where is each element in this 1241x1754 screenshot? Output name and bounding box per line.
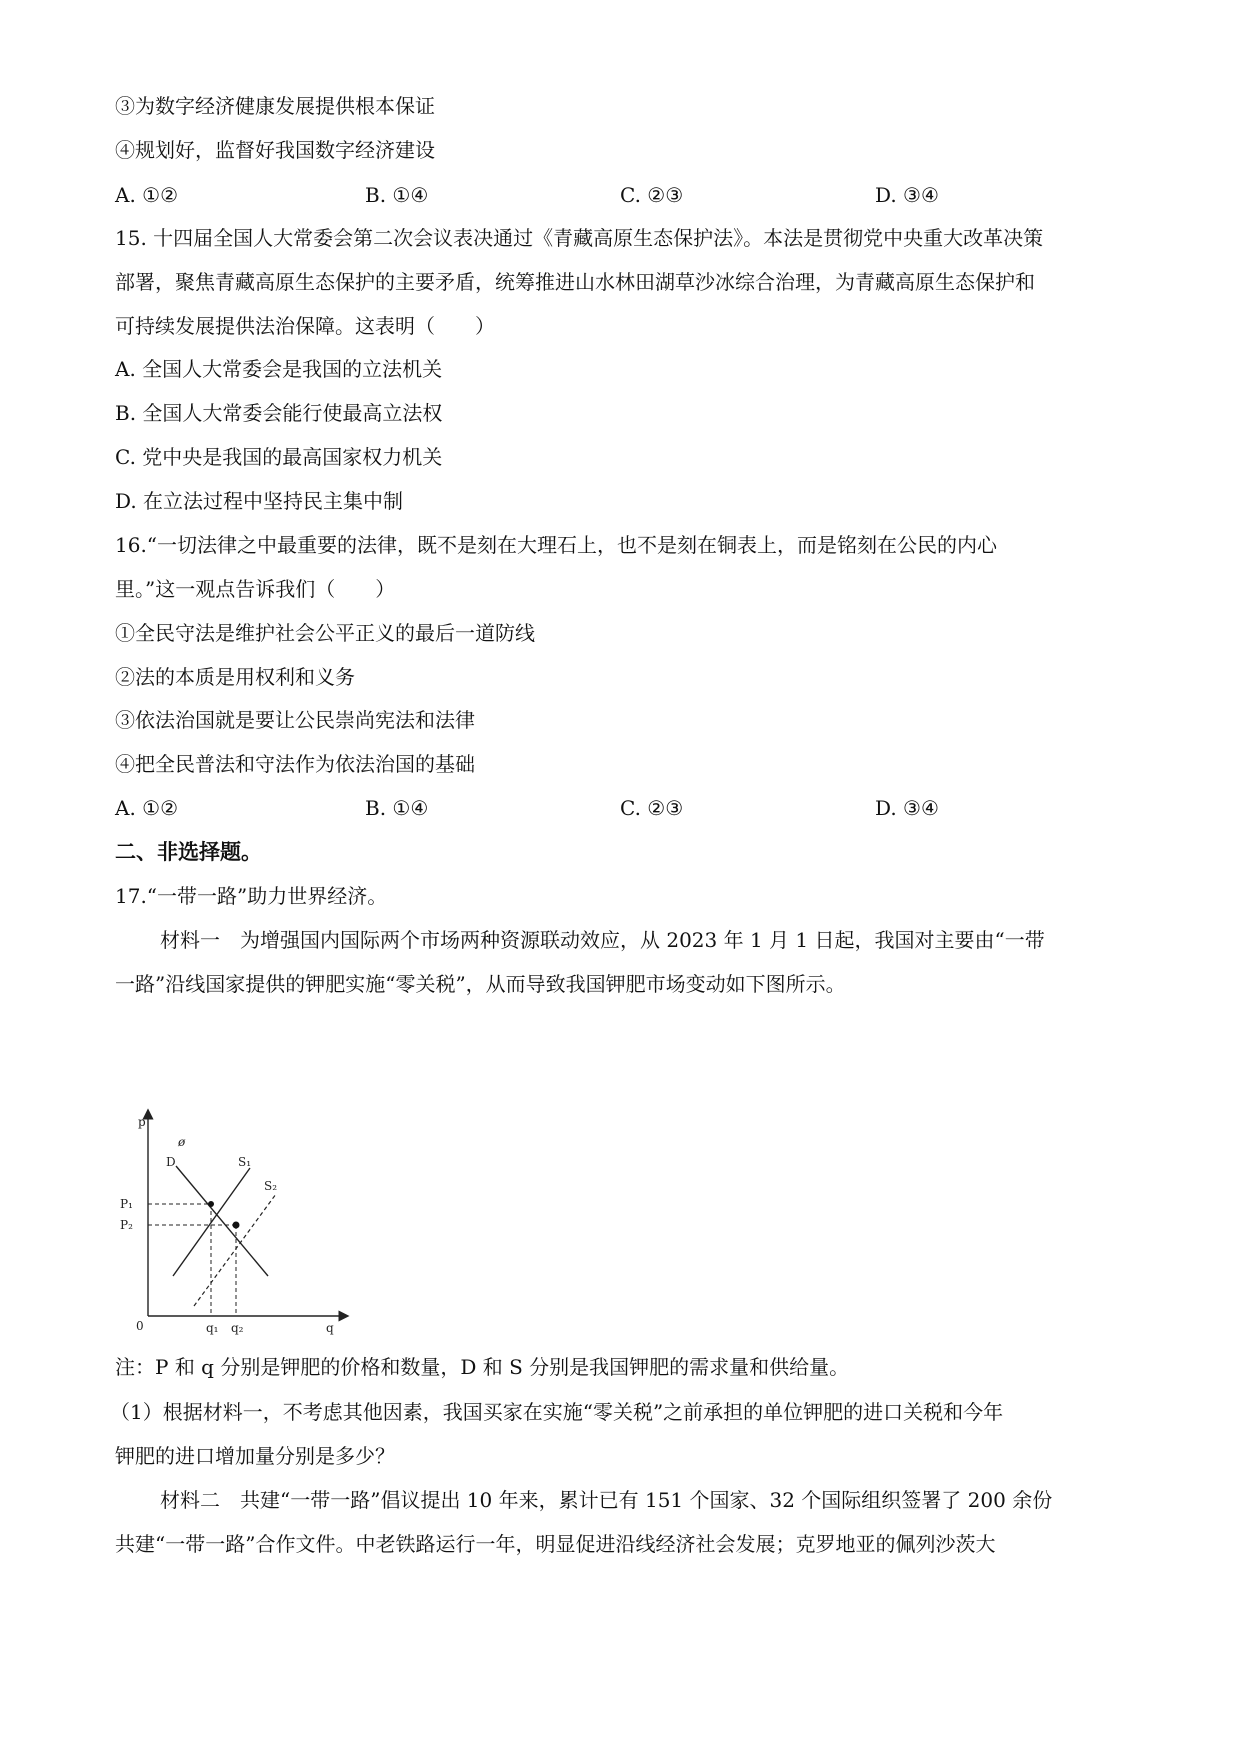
p1-label: P₁ bbox=[120, 1197, 133, 1211]
demand-mark: ø bbox=[178, 1135, 186, 1149]
q16-statement-2: ②法的本质是用权利和义务 bbox=[115, 665, 355, 689]
q16-statement-1: ①全民守法是维护社会公平正义的最后一道防线 bbox=[115, 621, 535, 645]
supply-label-s2: S₂ bbox=[264, 1179, 278, 1193]
q17-title: 17.“一带一路”助力世界经济。 bbox=[115, 884, 388, 908]
q16-choice-a[interactable]: A. ①② bbox=[115, 796, 179, 820]
q16-choice-d[interactable]: D. ③④ bbox=[875, 796, 939, 820]
q15-choice-b[interactable]: B. 全国人大常委会能行使最高立法权 bbox=[115, 401, 443, 425]
equilibrium-1 bbox=[208, 1201, 214, 1207]
q16-choice-b[interactable]: B. ①④ bbox=[365, 796, 429, 820]
q14-choice-b[interactable]: B. ①④ bbox=[365, 183, 429, 207]
material-2-line-1: 材料二 共建“一带一路”倡议提出 10 年来，累计已有 151 个国家、32 个国际组织签署了 200 余份 bbox=[160, 1488, 1053, 1512]
q16-stem-line-2: 里。”这一观点告诉我们（ ） bbox=[115, 577, 396, 601]
material-1-line-1: 材料一 为增强国内国际两个市场两种资源联动效应，从 2023 年 1 月 1 日起，我国对主要由“一带 bbox=[160, 928, 1045, 952]
equilibrium-2 bbox=[233, 1222, 240, 1229]
q2-label: q₂ bbox=[231, 1321, 244, 1335]
sub-question-1-line-1: （1）根据材料一，不考虑其他因素，我国买家在实施“零关税”之前承担的单位钾肥的进口关税和今年 bbox=[110, 1400, 1004, 1424]
q16-statement-3: ③依法治国就是要让公民崇尚宪法和法律 bbox=[115, 708, 475, 732]
q15-choice-a[interactable]: A. 全国人大常委会是我国的立法机关 bbox=[115, 357, 443, 381]
q16-choice-c[interactable]: C. ②③ bbox=[620, 796, 684, 820]
q15-stem-line-3: 可持续发展提供法治保障。这表明（ ） bbox=[115, 314, 495, 338]
q14-choice-d[interactable]: D. ③④ bbox=[875, 183, 939, 207]
demand-curve bbox=[176, 1166, 268, 1276]
material-1-line-2: 一路”沿线国家提供的钾肥实施“零关税”，从而导致我国钾肥市场变动如下图所示。 bbox=[115, 972, 846, 996]
axis-label-q: q bbox=[326, 1321, 334, 1335]
axis-label-p: p bbox=[138, 1115, 146, 1129]
q15-choice-d[interactable]: D. 在立法过程中坚持民主集中制 bbox=[115, 489, 404, 513]
sub-question-1-line-2: 钾肥的进口增加量分别是多少？ bbox=[115, 1444, 395, 1468]
q15-choice-c[interactable]: C. 党中央是我国的最高国家权力机关 bbox=[115, 445, 443, 469]
material-2-line-2: 共建“一带一路”合作文件。中老铁路运行一年，明显促进沿线经济社会发展；克罗地亚的佩列沙茨大 bbox=[115, 1532, 996, 1556]
demand-label: D bbox=[166, 1155, 176, 1169]
p2-label: P₂ bbox=[120, 1218, 133, 1232]
q15-stem-line-2: 部署，聚焦青藏高原生态保护的主要矛盾，统筹推进山水林田湖草沙冰综合治理，为青藏高原生态保护和 bbox=[115, 270, 1035, 294]
section-heading: 二、非选择题。 bbox=[115, 840, 262, 864]
q16-statement-4: ④把全民普法和守法作为依法治国的基础 bbox=[115, 752, 475, 776]
q14-option-statement-4: ④规划好，监督好我国数字经济建设 bbox=[115, 138, 435, 162]
supply-curve-s2 bbox=[194, 1194, 276, 1306]
q14-choice-c[interactable]: C. ②③ bbox=[620, 183, 684, 207]
supply-label-s1: S₁ bbox=[238, 1155, 252, 1169]
q15-stem-line-1: 15. 十四届全国人大常委会第二次会议表决通过《青藏高原生态保护法》。本法是贯彻党中央重大改革决策 bbox=[115, 226, 1044, 250]
q14-choice-a[interactable]: A. ①② bbox=[115, 183, 179, 207]
q14-option-statement-3: ③为数字经济健康发展提供根本保证 bbox=[115, 94, 435, 118]
supply-demand-figure bbox=[118, 1108, 350, 1336]
figure-note: 注：P 和 q 分别是钾肥的价格和数量，D 和 S 分别是我国钾肥的需求量和供给量。 bbox=[115, 1355, 850, 1379]
q1-label: q₁ bbox=[206, 1321, 219, 1335]
q16-stem-line-1: 16.“一切法律之中最重要的法律，既不是刻在大理石上，也不是刻在铜表上，而是铭刻在公民的内心 bbox=[115, 533, 998, 557]
origin-label: 0 bbox=[136, 1319, 144, 1333]
